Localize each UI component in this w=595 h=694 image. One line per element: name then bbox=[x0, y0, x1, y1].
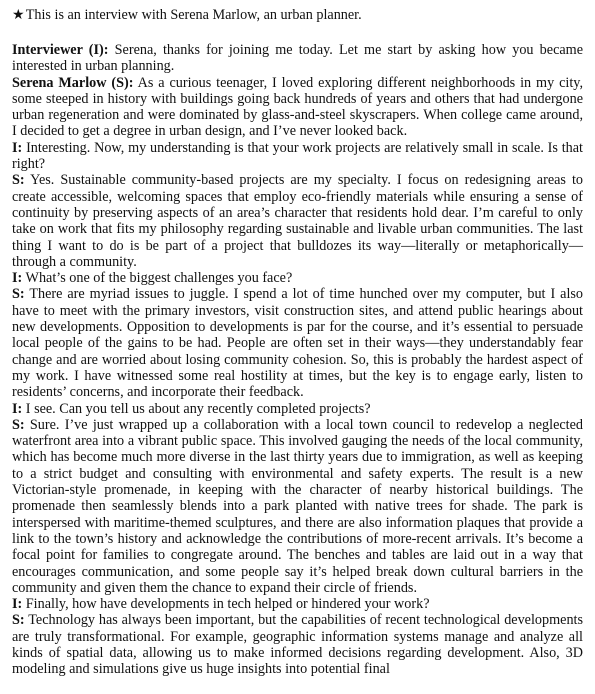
speaker-label: S: bbox=[12, 286, 25, 303]
dialogue-turn bbox=[12, 417, 583, 596]
speaker-label: I: bbox=[12, 596, 23, 613]
speaker-label: S: bbox=[12, 416, 25, 433]
dialogue-turn bbox=[12, 270, 583, 286]
turn-text: Yes. Sustainable community-based projects are my specialty. I focus on redesigning areas to create accessible, welcoming spaces that employ eco-friendly materials while ensuring a sense of continuity by preserving aspects of an area’s character that residents hold dear. I’m careful to only take on work that fits my philosophy regarding sustainable and livable urban communities. The last thing I want to do is be part of a project that bulldozes its way—literally or metaphorically—through a community. bbox=[12, 172, 583, 270]
dialogue-turn bbox=[12, 172, 583, 270]
dialogue-turn bbox=[12, 75, 583, 140]
turn-text: Technology has always been important, but the capabilities of recent technological developments are truly transformational. For example, geographic information systems manage and analyze all kinds of spatial data, allowing us to make informed decisions regarding development. Also, 3D modeling and simulations give us huge insights into potential final bbox=[12, 612, 583, 678]
speaker-label: S: bbox=[12, 612, 25, 629]
intro-text: This is an interview with Serena Marlow, an urban planner. bbox=[25, 7, 362, 23]
speaker-label: S: bbox=[12, 172, 25, 189]
dialogue-turn bbox=[12, 42, 583, 75]
turn-text: I see. Can you tell us about any recently completed projects? bbox=[25, 400, 371, 417]
turn-text: There are myriad issues to juggle. I spend a lot of time hunched over my computer, but I also have to meet with the primary investors, visit construction sites, and attend public hearings about new developments. Opposition to developments is par for the course, and it’s essential to persuade local people of the gains to be had. People are often set in their ways—they understandably fear change and are worried about losing community cohesion. So, this is probably the hardest aspect of my work. I have witnessed some real hostility at times, but the key is to engage early, listen to residents’ concerns, and incorporate their feedback. bbox=[12, 286, 583, 401]
speaker-label: I: bbox=[12, 270, 23, 287]
intro-line bbox=[12, 7, 583, 23]
speaker-label: Interviewer (I): bbox=[12, 42, 109, 58]
dialogue-turn bbox=[12, 612, 583, 677]
star-icon: ★ bbox=[12, 7, 25, 23]
turn-text: What’s one of the biggest challenges you face? bbox=[25, 270, 293, 287]
speaker-label: I: bbox=[12, 400, 23, 417]
turn-text: Finally, how have developments in tech helped or hindered your work? bbox=[25, 596, 430, 613]
dialogue-turn bbox=[12, 286, 583, 400]
dialogue-turn bbox=[12, 596, 583, 612]
dialogue-turn bbox=[12, 401, 583, 417]
dialogue-turn bbox=[12, 140, 583, 173]
speaker-label: Serena Marlow (S): bbox=[12, 74, 134, 91]
speaker-label: I: bbox=[12, 139, 23, 156]
turn-text: Interesting. Now, my understanding is that your work projects are relatively small in scale. Is that right? bbox=[12, 139, 583, 173]
turn-text: As a curious teenager, I loved exploring different neighborhoods in my city, some steeped in history with buildings going back hundreds of years and others that had undergone urban regeneration and were dominated by glass-and-steel skyscrapers. When college came around, I decided to get a degree in urban design, and I’ve never looked back. bbox=[12, 74, 583, 140]
turn-text: Serena, thanks for joining me today. Let me start by asking how you became interested in urban planning. bbox=[12, 42, 583, 75]
turn-text: Sure. I’ve just wrapped up a collaboration with a local town council to redevelop a neglected waterfront area into a vibrant public space. This involved gauging the needs of the local community, which has become much more diverse in the last thirty years due to immigration, as well as keeping to a strict budget and consulting with environmental and safety experts. The result is a new Victorian-style promenade, in keeping with the character of nearby historical buildings. The promenade then seamlessly blends into a park planted with native trees for shade. The park is interspersed with maritime-themed sculptures, and there are also information plaques that provide a link to the town’s history and acknowledge the contributions of more-recent arrivals. It’s become a focal point for families to congregate around. The benches and tables are laid out in a way that encourages communication, and some people say it’s helped break down cultural barriers in the community and given them the chance to expand their circle of friends. bbox=[12, 416, 583, 596]
